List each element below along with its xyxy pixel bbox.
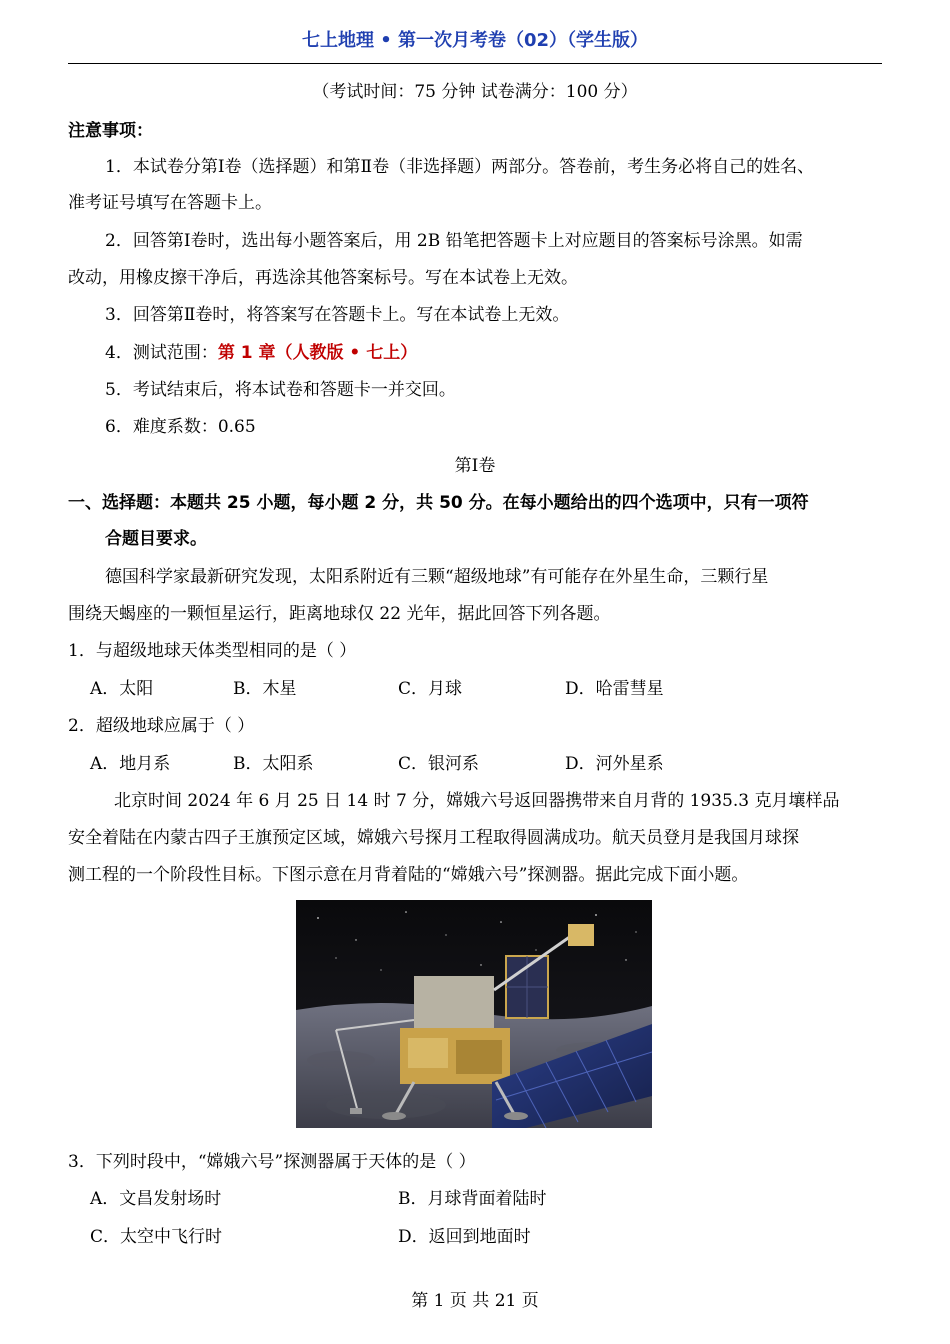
- passage-1-line-2: 围绕天蝎座的一颗恒星运行，距离地球仅 22 光年，据此回答下列各题。: [68, 604, 611, 624]
- q2-option-c: C．银河系: [398, 754, 480, 774]
- note-5: 5．考试结束后，将本试卷和答题卡一并交回。: [105, 380, 456, 400]
- passage-2-line-2: 安全着陆在内蒙古四子王旗预定区域，嫦娥六号探月工程取得圆满成功。航天员登月是我国月球探: [68, 828, 799, 848]
- question-1-stem: 1．与超级地球天体类型相同的是（ ）: [68, 641, 357, 661]
- exam-info: （考试时间：75 分钟 试卷满分：100 分）: [312, 82, 638, 102]
- q1-option-b: B．木星: [233, 679, 297, 699]
- note-2-line-1: 2．回答第Ⅰ卷时，选出每小题答案后，用 2B 铅笔把答题卡上对应题目的答案标号涂黑。如需: [105, 231, 803, 251]
- note-2-line-2: 改动，用橡皮擦干净后，再选涂其他答案标号。写在本试卷上无效。: [68, 268, 578, 288]
- q2-option-a: A．地月系: [90, 754, 171, 774]
- q3-option-b: B．月球背面着陆时: [398, 1189, 547, 1209]
- note-3: 3．回答第Ⅱ卷时，将答案写在答题卡上。写在本试卷上无效。: [105, 305, 570, 325]
- note-1-line-1: 1．本试卷分第Ⅰ卷（选择题）和第Ⅱ卷（非选择题）两部分。答卷前，考生务必将自己的姓名、: [105, 157, 815, 177]
- question-2-stem: 2．超级地球应属于（ ）: [68, 716, 255, 736]
- q2-option-b: B．太阳系: [233, 754, 314, 774]
- page-title: 七上地理 • 第一次月考卷（02）（学生版）: [301, 30, 649, 51]
- header-divider: [68, 63, 882, 64]
- question-3-stem: 3．下列时段中，“嫦娥六号”探测器属于天体的是（ ）: [68, 1152, 476, 1172]
- change-6-lander-image: [296, 900, 652, 1128]
- passage-2-line-3: 测工程的一个阶段性目标。下图示意在月背着陆的“嫦娥六号”探测器。据此完成下面小题。: [68, 865, 749, 885]
- q2-option-d: D．河外星系: [565, 754, 664, 774]
- test-scope: 第 1 章（人教版 • 七上）: [217, 343, 418, 363]
- passage-1-line-1: 德国科学家最新研究发现，太阳系附近有三颗“超级地球”有可能存在外星生命，三颗行星: [105, 567, 769, 587]
- note-6: 6．难度系数：0.65: [105, 417, 256, 437]
- note-4: [105, 338, 417, 363]
- q3-option-a: A．文昌发射场时: [90, 1189, 222, 1209]
- q1-option-a: A．太阳: [90, 679, 154, 699]
- q1-option-c: C．月球: [398, 679, 463, 699]
- note-1-line-2: 准考证号填写在答题卡上。: [68, 193, 272, 213]
- q1-option-d: D．哈雷彗星: [565, 679, 664, 699]
- passage-2-line-1: 北京时间 2024 年 6 月 25 日 14 时 7 分，嫦娥六号返回器携带来自月背的 1935.3 克月壤样品: [114, 791, 840, 811]
- section-heading-line-1: 一、选择题：本题共 25 小题，每小题 2 分，共 50 分。在每小题给出的四个选项中，只有一项符: [68, 493, 809, 513]
- section-heading-line-2: 合题目要求。: [105, 529, 207, 549]
- volume-label: 第Ⅰ卷: [454, 456, 496, 476]
- page-number: 第 1 页 共 21 页: [411, 1291, 539, 1311]
- note-4-label: 4．测试范围：: [105, 343, 218, 363]
- q3-option-d: D．返回到地面时: [398, 1227, 531, 1247]
- q3-option-c: C．太空中飞行时: [90, 1227, 223, 1247]
- notes-heading: 注意事项：: [68, 121, 153, 141]
